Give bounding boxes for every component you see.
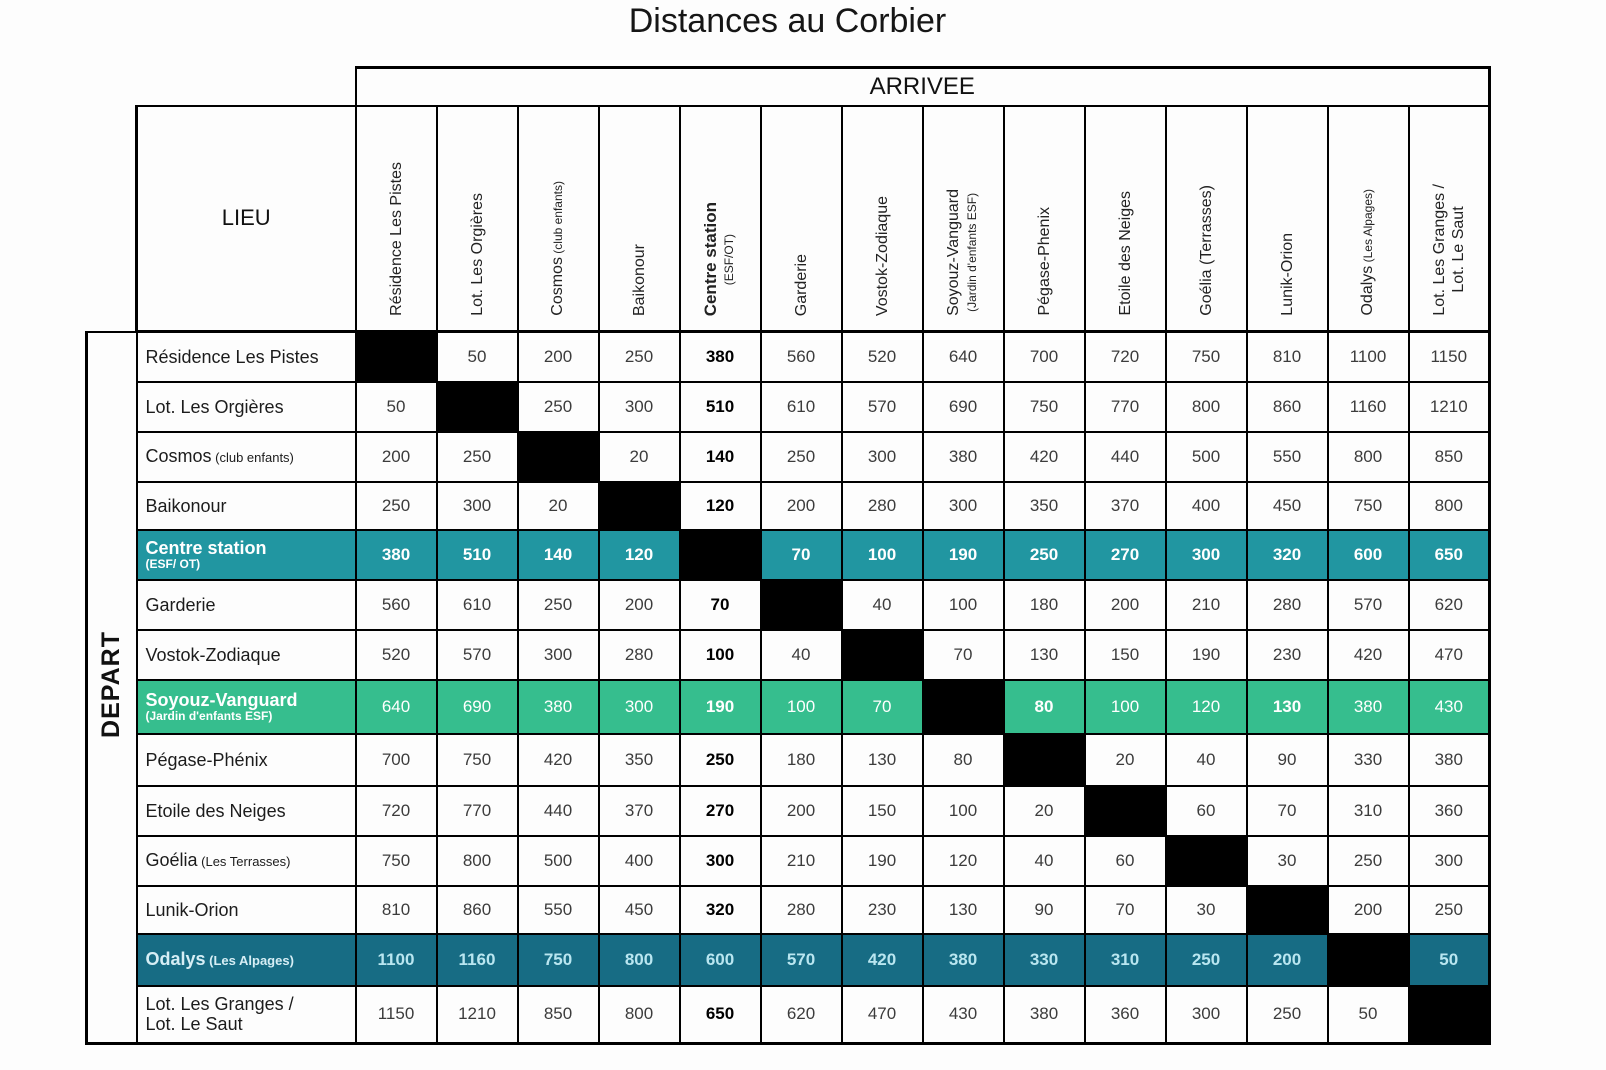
- distance-cell: 190: [842, 836, 923, 886]
- distance-cell: 300: [680, 836, 761, 886]
- distance-cell: 200: [356, 432, 437, 482]
- distance-matrix: [85, 66, 1491, 1045]
- distance-cell: 50: [1409, 934, 1490, 986]
- distance-cell: 70: [842, 680, 923, 734]
- distance-cell: 380: [1004, 986, 1085, 1044]
- diagonal-cell: [842, 630, 923, 680]
- distance-cell: 320: [680, 886, 761, 934]
- distance-cell: 60: [1085, 836, 1166, 886]
- distance-cell: 80: [1004, 680, 1085, 734]
- distance-cell: 300: [1166, 530, 1247, 580]
- distance-cell: 610: [437, 580, 518, 630]
- distance-cell: 130: [842, 734, 923, 786]
- arrivee-row: [87, 68, 1490, 106]
- distance-cell: 200: [1085, 580, 1166, 630]
- distance-cell: 750: [437, 734, 518, 786]
- distance-cell: 210: [1166, 580, 1247, 630]
- distance-cell: 420: [842, 934, 923, 986]
- distance-cell: 510: [437, 530, 518, 580]
- distance-cell: 20: [599, 432, 680, 482]
- distance-cell: 270: [1085, 530, 1166, 580]
- distance-cell: 280: [761, 886, 842, 934]
- distance-cell: 100: [923, 580, 1004, 630]
- distance-cell: 570: [437, 630, 518, 680]
- distance-cell: 250: [761, 432, 842, 482]
- distance-cell: 750: [1004, 382, 1085, 432]
- distance-cell: 550: [1247, 432, 1328, 482]
- diagonal-cell: [518, 432, 599, 482]
- distance-cell: 350: [1004, 482, 1085, 530]
- distance-cell: 800: [599, 986, 680, 1044]
- distance-cell: 430: [1409, 680, 1490, 734]
- distance-cell: 250: [356, 482, 437, 530]
- distance-cell: 150: [842, 786, 923, 836]
- distance-cell: 690: [437, 680, 518, 734]
- distance-cell: 190: [923, 530, 1004, 580]
- distance-cell: 320: [1247, 530, 1328, 580]
- table-row-residence-les-pistes: [87, 332, 1490, 382]
- distance-cell: 140: [680, 432, 761, 482]
- col-header-cosmos: Cosmos (club enfants): [518, 106, 599, 332]
- distance-cell: 560: [761, 332, 842, 382]
- distance-cell: 1150: [1409, 332, 1490, 382]
- distance-cell: 1150: [356, 986, 437, 1044]
- distance-cell: 40: [1166, 734, 1247, 786]
- distance-cell: 1210: [437, 986, 518, 1044]
- distance-cell: 130: [1004, 630, 1085, 680]
- distance-cell: 130: [923, 886, 1004, 934]
- distance-cell: 360: [1409, 786, 1490, 836]
- diagonal-cell: [1004, 734, 1085, 786]
- distance-cell: 250: [680, 734, 761, 786]
- distance-cell: 810: [356, 886, 437, 934]
- diagonal-cell: [1247, 886, 1328, 934]
- distance-cell: 70: [1085, 886, 1166, 934]
- distance-cell: 440: [518, 786, 599, 836]
- distance-cell: 50: [437, 332, 518, 382]
- diagonal-cell: [437, 382, 518, 432]
- distance-cell: 120: [680, 482, 761, 530]
- distance-cell: 200: [1247, 934, 1328, 986]
- distance-cell: 100: [761, 680, 842, 734]
- distance-cell: 250: [1409, 886, 1490, 934]
- diagonal-cell: [1409, 986, 1490, 1044]
- row-label-etoile-des-neiges: Etoile des Neiges: [137, 786, 356, 836]
- distance-cell: 800: [599, 934, 680, 986]
- distance-cell: 250: [437, 432, 518, 482]
- distance-cell: 360: [1085, 986, 1166, 1044]
- row-label-cosmos: Cosmos (club enfants): [137, 432, 356, 482]
- distance-cell: 610: [761, 382, 842, 432]
- distance-cell: 1100: [356, 934, 437, 986]
- distance-cell: 810: [1247, 332, 1328, 382]
- distance-cell: 30: [1247, 836, 1328, 886]
- distance-cell: 250: [1004, 530, 1085, 580]
- distance-cell: 70: [761, 530, 842, 580]
- col-header-lot-les-orgieres: Lot. Les Orgières: [437, 106, 518, 332]
- distance-cell: 600: [680, 934, 761, 986]
- distance-cell: 750: [356, 836, 437, 886]
- distance-cell: 190: [1166, 630, 1247, 680]
- distance-cell: 40: [842, 580, 923, 630]
- table-row-lunik-orion: [87, 886, 1490, 934]
- distance-cell: 310: [1085, 934, 1166, 986]
- distance-cell: 800: [1166, 382, 1247, 432]
- row-label-soyouz-vanguard: Soyouz-Vanguard (Jardin d'enfants ESF): [137, 680, 356, 734]
- distance-cell: 690: [923, 382, 1004, 432]
- distance-cell: 750: [1166, 332, 1247, 382]
- distance-cell: 300: [923, 482, 1004, 530]
- row-label-vostok-zodiaque: Vostok-Zodiaque: [137, 630, 356, 680]
- diagonal-cell: [356, 332, 437, 382]
- distance-cell: 30: [1166, 886, 1247, 934]
- distance-cell: 750: [1328, 482, 1409, 530]
- distance-cell: 380: [923, 934, 1004, 986]
- table-row-vostok-zodiaque: [87, 630, 1490, 680]
- spacer: [87, 68, 356, 106]
- diagonal-cell: [680, 530, 761, 580]
- col-header-goelia-terrasses: Goélia (Terrasses): [1166, 106, 1247, 332]
- distance-cell: 510: [680, 382, 761, 432]
- table-row-cosmos: [87, 432, 1490, 482]
- distance-cell: 620: [1409, 580, 1490, 630]
- distance-cell: 1100: [1328, 332, 1409, 382]
- col-header-pegase-phenix: Pégase-Phenix: [1004, 106, 1085, 332]
- page-title: Distances au Corbier: [628, 2, 947, 40]
- distance-cell: 420: [518, 734, 599, 786]
- row-label-garderie: Garderie: [137, 580, 356, 630]
- distance-cell: 500: [1166, 432, 1247, 482]
- distance-cell: 380: [1409, 734, 1490, 786]
- distance-cell: 40: [761, 630, 842, 680]
- distance-cell: 570: [1328, 580, 1409, 630]
- distance-cell: 570: [761, 934, 842, 986]
- distance-cell: 720: [1085, 332, 1166, 382]
- distance-cell: 350: [599, 734, 680, 786]
- distance-cell: 230: [1247, 630, 1328, 680]
- distance-cell: 150: [1085, 630, 1166, 680]
- distance-cell: 370: [1085, 482, 1166, 530]
- distance-cell: 300: [437, 482, 518, 530]
- distance-cell: 560: [356, 580, 437, 630]
- table-row-garderie: [87, 580, 1490, 630]
- distance-cell: 470: [1409, 630, 1490, 680]
- distance-cell: 250: [518, 580, 599, 630]
- distance-cell: 850: [1409, 432, 1490, 482]
- row-label-centre-station: Centre station (ESF/ OT): [137, 530, 356, 580]
- table-row-lot-les-granges: [87, 986, 1490, 1044]
- distance-cell: 380: [518, 680, 599, 734]
- distance-cell: 250: [1247, 986, 1328, 1044]
- distance-cell: 1210: [1409, 382, 1490, 432]
- table-row-lot-les-orgieres: [87, 382, 1490, 432]
- distance-cell: 640: [923, 332, 1004, 382]
- distance-cell: 770: [437, 786, 518, 836]
- distance-cell: 380: [356, 530, 437, 580]
- depart-header: DEPART: [87, 332, 137, 1044]
- distance-cell: 860: [437, 886, 518, 934]
- distance-cell: 190: [680, 680, 761, 734]
- table-row-centre-station: [87, 530, 1490, 580]
- spacer: [87, 106, 137, 332]
- arrivee-header: ARRIVEE: [356, 68, 1490, 106]
- distance-cell: 200: [761, 482, 842, 530]
- diagonal-cell: [761, 580, 842, 630]
- distance-cell: 200: [599, 580, 680, 630]
- diagonal-cell: [1166, 836, 1247, 886]
- table-row-soyouz-vanguard: [87, 680, 1490, 734]
- col-header-centre-station: Centre station (ESF/OT): [680, 106, 761, 332]
- distance-cell: 20: [518, 482, 599, 530]
- table-row-goelia: [87, 836, 1490, 886]
- distance-cell: 70: [923, 630, 1004, 680]
- distance-cell: 140: [518, 530, 599, 580]
- distance-cell: 380: [923, 432, 1004, 482]
- distance-cell: 300: [1409, 836, 1490, 886]
- distance-cell: 230: [842, 886, 923, 934]
- distance-cell: 180: [761, 734, 842, 786]
- distance-cell: 1160: [1328, 382, 1409, 432]
- distance-cell: 650: [1409, 530, 1490, 580]
- distance-cell: 520: [842, 332, 923, 382]
- distance-cell: 700: [356, 734, 437, 786]
- distance-cell: 250: [1328, 836, 1409, 886]
- distance-cell: 120: [1166, 680, 1247, 734]
- distance-cell: 50: [1328, 986, 1409, 1044]
- distance-cell: 330: [1004, 934, 1085, 986]
- distance-cell: 100: [680, 630, 761, 680]
- col-header-odalys: Odalys (Les Alpages): [1328, 106, 1409, 332]
- row-label-lot-les-orgieres: Lot. Les Orgières: [137, 382, 356, 432]
- col-header-vostok-zodiaque: Vostok-Zodiaque: [842, 106, 923, 332]
- diagonal-cell: [599, 482, 680, 530]
- col-header-baikonour: Baikonour: [599, 106, 680, 332]
- distance-cell: 520: [356, 630, 437, 680]
- distance-cell: 180: [1004, 580, 1085, 630]
- distance-cell: 600: [1328, 530, 1409, 580]
- table-row-baikonour: [87, 482, 1490, 530]
- diagonal-cell: [923, 680, 1004, 734]
- distance-cell: 860: [1247, 382, 1328, 432]
- distance-cell: 640: [356, 680, 437, 734]
- distance-cell: 200: [518, 332, 599, 382]
- distance-cell: 130: [1247, 680, 1328, 734]
- distance-cell: 850: [518, 986, 599, 1044]
- row-label-baikonour: Baikonour: [137, 482, 356, 530]
- distance-cell: 250: [1166, 934, 1247, 986]
- distance-cell: 310: [1328, 786, 1409, 836]
- table-row-etoile-des-neiges: [87, 786, 1490, 836]
- distance-cell: 370: [599, 786, 680, 836]
- distance-cell: 200: [1328, 886, 1409, 934]
- distance-cell: 420: [1328, 630, 1409, 680]
- row-label-odalys: Odalys (Les Alpages): [137, 934, 356, 986]
- col-header-lot-les-granges: Lot. Les Granges / Lot. Le Saut: [1409, 106, 1490, 332]
- distance-cell: 430: [923, 986, 1004, 1044]
- distance-cell: 80: [923, 734, 1004, 786]
- distance-cell: 280: [842, 482, 923, 530]
- col-header-lunik-orion: Lunik-Orion: [1247, 106, 1328, 332]
- distance-cell: 70: [680, 580, 761, 630]
- distance-cell: 400: [599, 836, 680, 886]
- diagonal-cell: [1328, 934, 1409, 986]
- distance-cell: 800: [437, 836, 518, 886]
- distance-cell: 550: [518, 886, 599, 934]
- distance-cell: 1160: [437, 934, 518, 986]
- distance-cell: 620: [761, 986, 842, 1044]
- distance-cell: 120: [599, 530, 680, 580]
- distance-cell: 330: [1328, 734, 1409, 786]
- distance-cell: 200: [761, 786, 842, 836]
- row-label-residence-les-pistes: Résidence Les Pistes: [137, 332, 356, 382]
- distance-cell: 720: [356, 786, 437, 836]
- distance-cell: 470: [842, 986, 923, 1044]
- distance-cell: 800: [1328, 432, 1409, 482]
- distance-cell: 20: [1085, 734, 1166, 786]
- distance-cell: 380: [1328, 680, 1409, 734]
- distance-cell: 120: [923, 836, 1004, 886]
- distance-cell: 210: [761, 836, 842, 886]
- distance-cell: 300: [518, 630, 599, 680]
- distance-cell: 20: [1004, 786, 1085, 836]
- distance-cell: 770: [1085, 382, 1166, 432]
- distance-cell: 300: [599, 382, 680, 432]
- distance-cell: 100: [1085, 680, 1166, 734]
- lieu-header: LIEU: [137, 106, 356, 332]
- distance-cell: 300: [842, 432, 923, 482]
- distance-cell: 450: [599, 886, 680, 934]
- table-row-pegase-phenix: [87, 734, 1490, 786]
- row-label-lunik-orion: Lunik-Orion: [137, 886, 356, 934]
- distance-cell: 300: [1166, 986, 1247, 1044]
- distance-cell: 800: [1409, 482, 1490, 530]
- distance-cell: 500: [518, 836, 599, 886]
- distance-cell: 700: [1004, 332, 1085, 382]
- distance-cell: 750: [518, 934, 599, 986]
- distance-cell: 650: [680, 986, 761, 1044]
- distance-cell: 300: [599, 680, 680, 734]
- col-header-soyouz-vanguard: Soyouz-Vanguard (Jardin d'enfants ESF): [923, 106, 1004, 332]
- distance-cell: 50: [356, 382, 437, 432]
- distance-cell: 420: [1004, 432, 1085, 482]
- distance-cell: 250: [518, 382, 599, 432]
- distance-cell: 280: [599, 630, 680, 680]
- distance-cell: 250: [599, 332, 680, 382]
- distance-cell: 60: [1166, 786, 1247, 836]
- distance-cell: 40: [1004, 836, 1085, 886]
- distance-cell: 570: [842, 382, 923, 432]
- distance-cell: 90: [1247, 734, 1328, 786]
- distance-cell: 100: [923, 786, 1004, 836]
- col-header-garderie: Garderie: [761, 106, 842, 332]
- distance-cell: 380: [680, 332, 761, 382]
- row-label-goelia: Goélia (Les Terrasses): [137, 836, 356, 886]
- table-row-odalys: [87, 934, 1490, 986]
- distance-cell: 440: [1085, 432, 1166, 482]
- distance-cell: 270: [680, 786, 761, 836]
- row-label-pegase-phenix: Pégase-Phénix: [137, 734, 356, 786]
- row-label-lot-les-granges: Lot. Les Granges / Lot. Le Saut: [137, 986, 356, 1044]
- diagonal-cell: [1085, 786, 1166, 836]
- col-header-etoile-des-neiges: Etoile des Neiges: [1085, 106, 1166, 332]
- distance-cell: 400: [1166, 482, 1247, 530]
- distance-cell: 70: [1247, 786, 1328, 836]
- col-header-residence-les-pistes: Résidence Les Pistes: [356, 106, 437, 332]
- distance-cell: 100: [842, 530, 923, 580]
- distance-cell: 280: [1247, 580, 1328, 630]
- distance-cell: 450: [1247, 482, 1328, 530]
- distance-cell: 90: [1004, 886, 1085, 934]
- column-header-row: [87, 106, 1490, 332]
